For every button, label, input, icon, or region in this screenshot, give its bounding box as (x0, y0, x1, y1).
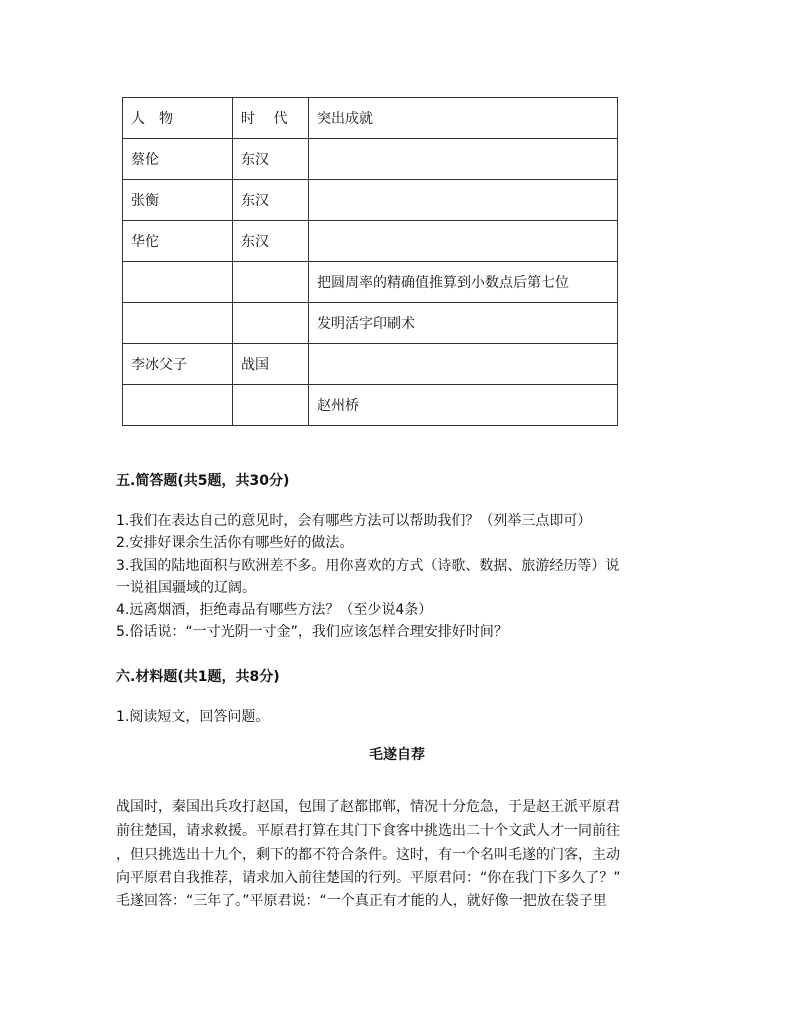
material-question-1: 1.阅读短文，回答问题。 (116, 709, 270, 725)
article-line: ，但只挑选出十九个，剩下的都不符合条件。这时，有一个名叫毛遂的门客，主动 (116, 847, 620, 863)
table-row (123, 221, 618, 262)
header-cell-era: 时 代 (233, 98, 309, 139)
question-3: 3.我国的陆地面积与欧洲差不多。用你喜欢的方式（诗歌、数据、旅游经历等）说 (116, 558, 620, 574)
table-cell: 张衡 (123, 180, 233, 221)
table-cell[interactable] (309, 221, 618, 262)
table-cell: 东汉 (233, 139, 309, 180)
article-line: 向平原君自我推荐，请求加入前往楚国的行列。平原君问：“你在我门下多久了？” (116, 870, 621, 886)
table-cell: 李冰父子 (123, 344, 233, 385)
table-cell: 把圆周率的精确值推算到小数点后第七位 (309, 262, 618, 303)
article-title: 毛遂自荐 (369, 747, 425, 763)
article-line: 前往楚国，请求救援。平原君打算在其门下食客中挑选出二十个文武人才一同前往 (116, 823, 620, 839)
table-cell[interactable] (233, 303, 309, 344)
table-cell[interactable] (123, 303, 233, 344)
table-cell: 发明活字印刷术 (309, 303, 618, 344)
table-cell[interactable] (309, 344, 618, 385)
table-row (123, 303, 618, 344)
table-cell: 战国 (233, 344, 309, 385)
table-row (123, 344, 618, 385)
table-row (123, 180, 618, 221)
table-row (123, 262, 618, 303)
question-1: 1.我们在表达自己的意见时，会有哪些方法可以帮助我们？（列举三点即可） (116, 513, 592, 529)
table-cell[interactable] (123, 262, 233, 303)
header-cell-achievement: 突出成就 (309, 98, 618, 139)
table-cell: 赵州桥 (309, 385, 618, 426)
section-heading-material: 六.材料题(共1题，共8分) (116, 669, 280, 685)
table-cell[interactable] (233, 385, 309, 426)
table-cell: 东汉 (233, 221, 309, 262)
table-cell: 东汉 (233, 180, 309, 221)
table-header-row (123, 98, 618, 139)
section-heading-short-answer: 五.简答题(共5题，共30分) (116, 473, 290, 489)
historical-figures-table (122, 97, 618, 426)
table-row (123, 385, 618, 426)
article-line: 毛遂回答：“三年了。”平原君说：“一个真正有才能的人，就好像一把放在袋子里 (116, 893, 607, 909)
table-cell[interactable] (309, 139, 618, 180)
table-cell: 华佗 (123, 221, 233, 262)
header-cell-person: 人 物 (123, 98, 233, 139)
table-cell[interactable] (123, 385, 233, 426)
table-cell[interactable] (233, 262, 309, 303)
table-cell[interactable] (309, 180, 618, 221)
question-4: 4.远离烟酒，拒绝毒品有哪些方法？（至少说4条） (116, 602, 433, 618)
question-2: 2.安排好课余生活你有哪些好的做法。 (116, 535, 354, 551)
table-row (123, 139, 618, 180)
question-5: 5.俗话说：“一寸光阴一寸金”，我们应该怎样合理安排好时间？ (116, 624, 508, 640)
table-cell: 蔡伦 (123, 139, 233, 180)
question-3-continued: 一说祖国疆域的辽阔。 (116, 580, 256, 596)
article-line: 战国时，秦国出兵攻打赵国，包围了赵都邯郸，情况十分危急，于是赵王派平原君 (116, 799, 620, 815)
